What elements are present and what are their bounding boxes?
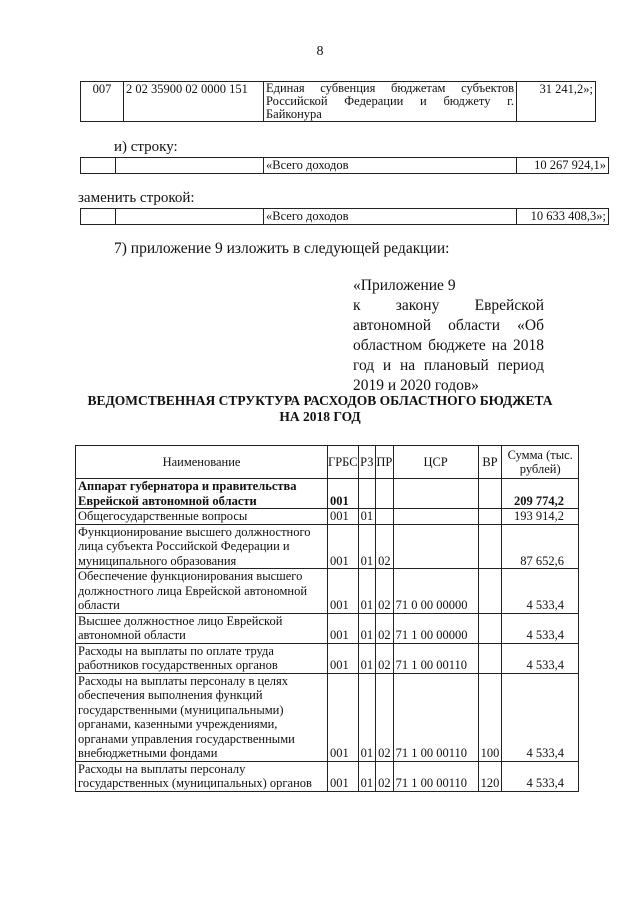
cell-name: Функционирование высшего должностного лица субъекта Российской Федерации и муниципального образования xyxy=(76,524,328,569)
new-total-table xyxy=(80,208,609,225)
old-total-amount: 10 267 924,1» xyxy=(517,158,609,174)
col-grbs-header: ГРБС xyxy=(328,446,359,479)
appendix-header xyxy=(353,276,544,396)
cell-csr xyxy=(393,479,478,509)
cell-grbs: 001 xyxy=(328,613,359,643)
empty-cell xyxy=(81,158,116,174)
cell-name: Расходы на выплаты персоналу государственных (муниципальных) органов xyxy=(76,761,328,791)
cell-rz xyxy=(358,479,376,509)
cell-sum: 209 774,2 xyxy=(502,479,579,509)
cell-name: Аппарат губернатора и правительства Еврейской автономной области xyxy=(76,479,328,509)
appendix-line: год и на плановый период xyxy=(353,357,544,374)
cell-vr xyxy=(478,613,502,643)
appendix-line: автономной области «Об xyxy=(353,317,544,334)
old-total-table xyxy=(80,157,609,174)
table-row xyxy=(76,509,579,525)
table-row xyxy=(76,524,579,569)
replaced-row-table xyxy=(80,81,596,122)
cell-rz: 01 xyxy=(358,524,376,569)
cell-pr: 02 xyxy=(376,673,394,761)
col-name-header: Наименование xyxy=(76,446,328,479)
table-row xyxy=(76,673,579,761)
appendix-line: 2019 и 2020 годов» xyxy=(353,377,479,394)
col-rz-header: РЗ xyxy=(358,446,376,479)
cell-sum: 4 533,4 xyxy=(502,761,579,791)
cell-rz: 01 xyxy=(358,509,376,525)
appendix-line: к закону Еврейской xyxy=(353,297,544,314)
cell-sum: 87 652,6 xyxy=(502,524,579,569)
cell-name: Обеспечение функционирования высшего должностного лица Еврейской автономной области xyxy=(76,569,328,614)
cell-rz: 01 xyxy=(358,613,376,643)
table-row xyxy=(81,158,609,174)
cell-grbs: 001 xyxy=(328,643,359,673)
cell-sum: 4 533,4 xyxy=(502,613,579,643)
item-i-text: и) строку: xyxy=(114,139,178,155)
new-total-amount: 10 633 408,3»; xyxy=(517,209,609,225)
appendix-line: областном бюджете на 2018 xyxy=(353,337,544,354)
col-pr-header: ПР xyxy=(376,446,394,479)
row-kbk: 2 02 35900 02 0000 151 xyxy=(124,82,264,122)
cell-pr: 02 xyxy=(376,524,394,569)
old-total-name: «Всего доходов xyxy=(264,158,517,174)
cell-grbs: 001 xyxy=(328,673,359,761)
cell-sum: 193 914,2 xyxy=(502,509,579,525)
cell-sum: 4 533,4 xyxy=(502,569,579,614)
cell-name: Расходы на выплаты персоналу в целях обеспечения выполнения функций государственными (муниципальными) органами, казенными учреждениями, органами управления государственными внебюджетными фондами xyxy=(76,673,328,761)
cell-pr: 02 xyxy=(376,569,394,614)
cell-csr: 71 0 00 00000 xyxy=(393,569,478,614)
cell-vr xyxy=(478,524,502,569)
table-row xyxy=(76,613,579,643)
cell-csr: 71 1 00 00110 xyxy=(393,761,478,791)
cell-csr xyxy=(393,524,478,569)
table-row xyxy=(81,209,609,225)
table-row xyxy=(76,479,579,509)
col-csr-header: ЦСР xyxy=(393,446,478,479)
cell-pr xyxy=(376,479,394,509)
table-row xyxy=(81,82,596,122)
page-number: 8 xyxy=(316,44,324,59)
cell-vr xyxy=(478,479,502,509)
cell-csr: 71 1 00 00110 xyxy=(393,673,478,761)
cell-rz: 01 xyxy=(358,643,376,673)
title-line: ВЕДОМСТВЕННАЯ СТРУКТУРА РАСХОДОВ ОБЛАСТНОГО БЮДЖЕТА xyxy=(87,393,553,408)
cell-rz: 01 xyxy=(358,761,376,791)
title-line: НА 2018 ГОД xyxy=(279,409,361,424)
cell-vr: 120 xyxy=(478,761,502,791)
cell-name: Высшее должностное лицо Еврейской автономной области xyxy=(76,613,328,643)
cell-csr: 71 1 00 00110 xyxy=(393,643,478,673)
new-total-name: «Всего доходов xyxy=(264,209,517,225)
cell-sum: 4 533,4 xyxy=(502,643,579,673)
cell-pr: 02 xyxy=(376,761,394,791)
row-name: Единая субвенция бюджетам субъектов Российской Федерации и бюджету г. Байконура xyxy=(264,82,517,122)
cell-grbs: 001 xyxy=(328,761,359,791)
budget-structure-table xyxy=(75,445,579,792)
cell-grbs: 001 xyxy=(328,569,359,614)
row-code: 007 xyxy=(81,82,124,122)
cell-name: Общегосударственные вопросы xyxy=(76,509,328,525)
cell-vr xyxy=(478,643,502,673)
cell-vr: 100 xyxy=(478,673,502,761)
cell-vr xyxy=(478,509,502,525)
cell-csr: 71 1 00 00000 xyxy=(393,613,478,643)
empty-cell xyxy=(116,158,264,174)
cell-rz: 01 xyxy=(358,569,376,614)
replace-with-text: заменить строкой: xyxy=(78,190,195,206)
cell-sum: 4 533,4 xyxy=(502,673,579,761)
document-title xyxy=(72,393,568,425)
cell-name: Расходы на выплаты по оплате труда работников государственных органов xyxy=(76,643,328,673)
col-vr-header: ВР xyxy=(478,446,502,479)
cell-pr xyxy=(376,509,394,525)
table-row xyxy=(76,569,579,614)
table-row xyxy=(76,761,579,791)
cell-grbs: 001 xyxy=(328,524,359,569)
empty-cell xyxy=(81,209,116,225)
table-row xyxy=(76,643,579,673)
cell-rz: 01 xyxy=(358,673,376,761)
cell-grbs: 001 xyxy=(328,479,359,509)
empty-cell xyxy=(116,209,264,225)
appendix-line: «Приложение 9 xyxy=(353,277,456,294)
col-sum-header: Сумма (тыс. рублей) xyxy=(502,446,579,479)
header-row xyxy=(76,446,579,479)
cell-csr xyxy=(393,509,478,525)
cell-pr: 02 xyxy=(376,613,394,643)
cell-vr xyxy=(478,569,502,614)
row-amount: 31 241,2»; xyxy=(517,82,596,122)
cell-pr: 02 xyxy=(376,643,394,673)
item-7-text: 7) приложение 9 изложить в следующей редакции: xyxy=(114,240,450,257)
cell-grbs: 001 xyxy=(328,509,359,525)
